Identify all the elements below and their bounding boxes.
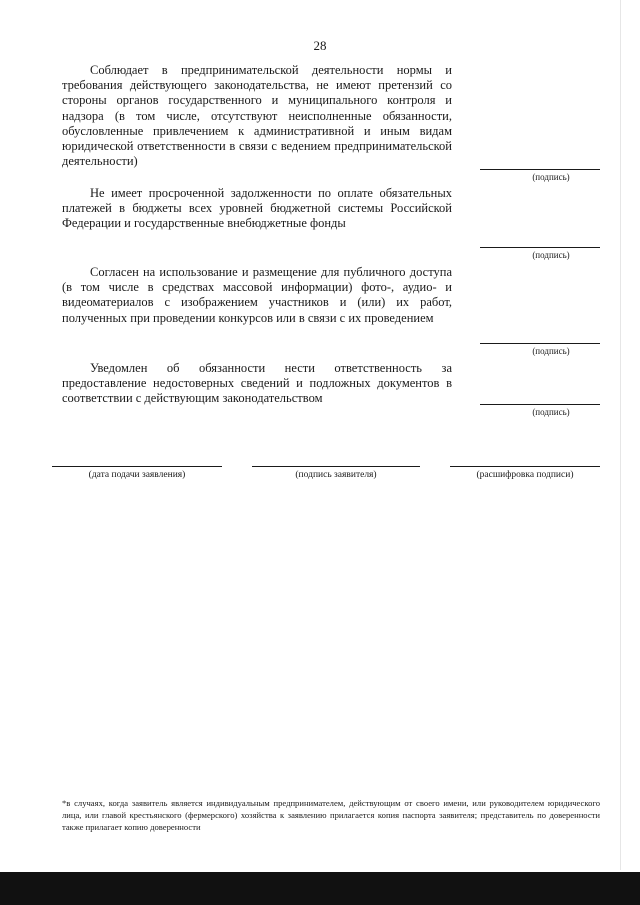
signature-decoding-line [450, 466, 600, 467]
statement-compliance: Соблюдает в предпринимательской деятельности нормы и требования действующего законодательства, не имеют претензий со стороны органов государственного и муниципального контроля и надзора (в том числе, отсутствуют неисполненные обязанности, обусловленные привлечением к административной и иным видам юридической ответственности в связи с ведением предпринимательской деятельности) [62, 63, 452, 169]
statement-no-debt: Не имеет просроченной задолженности по оплате обязательных платежей в бюджеты всех уровней бюджетной системы Российской Федерации и государственные внебюджетные фонды [62, 186, 452, 231]
signature-decoding-caption: (расшифровка подписи) [476, 470, 574, 480]
signature-field-responsibility[interactable] [480, 404, 600, 417]
signature-line [480, 247, 600, 248]
signature-caption: (подпись) [532, 172, 570, 182]
footnote: *в случаях, когда заявитель является индивидуальным предпринимателем, действующим от своего имени, или руководителем юридического лица, или главой крестьянского (фермерского) хозяйства к заявлению прилагается копия паспорта заявителя; представитель по доверенности также прилагает копию доверенности [62, 798, 600, 832]
signature-field-media-consent[interactable] [480, 343, 600, 356]
signature-caption: (подпись) [532, 250, 570, 260]
applicant-signature-field[interactable] [252, 466, 420, 480]
date-caption: (дата подачи заявления) [88, 470, 186, 480]
statement-responsibility: Уведомлен об обязанности нести ответственность за предоставление недостоверных сведений и подложных документов в соответствии с действующим законодательством [62, 361, 452, 406]
statement-media-consent: Согласен на использование и размещение для публичного доступа (в том числе в средствах массовой информации) фото-, аудио- и видеоматериалов с изображением участников и (или) их работ, полученных при проведении конкурсов или в связи с их проведением [62, 265, 452, 325]
signature-caption: (подпись) [532, 407, 570, 417]
signature-line [480, 169, 600, 170]
signature-line [480, 343, 600, 344]
scan-edge [620, 0, 621, 870]
page-number: 28 [313, 38, 327, 53]
signature-field-compliance[interactable] [480, 169, 600, 182]
signature-line [480, 404, 600, 405]
scan-border [0, 872, 640, 905]
signature-caption: (подпись) [532, 346, 570, 356]
date-field[interactable] [52, 466, 222, 480]
signature-decoding-field[interactable] [450, 466, 600, 480]
date-line [52, 466, 222, 467]
signature-field-no-debt[interactable] [480, 247, 600, 260]
applicant-signature-line [252, 466, 420, 467]
applicant-signature-caption: (подпись заявителя) [295, 470, 377, 480]
